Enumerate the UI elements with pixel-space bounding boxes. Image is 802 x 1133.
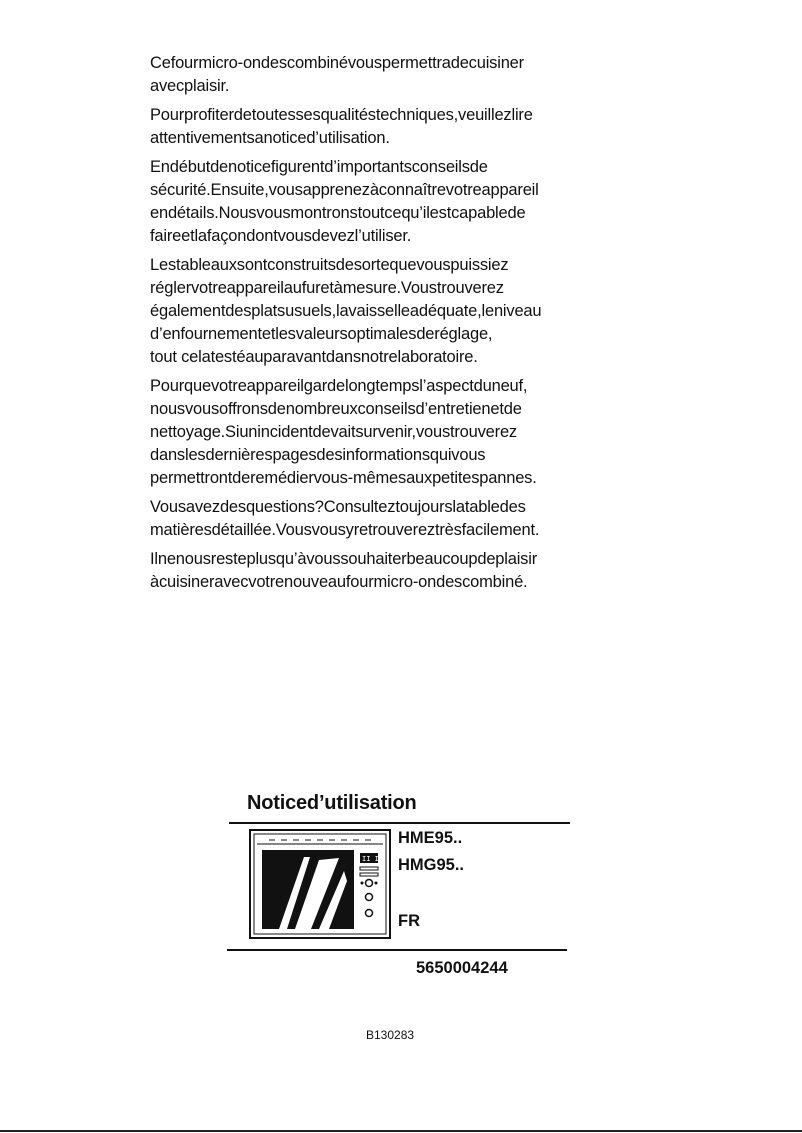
intro-paragraph-3: Endébutdenoticefigurentd’importantsconseilsde sécurité.Ensuite,vousapprenezàconnaîtrevotreappareil endétails.Nousvousmontronstoutcequ’ilestcapablede faireetlafaçondontvousdevezl’utiliser. [150,158,539,245]
intro-paragraph-6: Vousavezdesquestions?Consulteztoujourslatabledes matièresdétaillée.Vousvousyretrouvereztrèsfacilement. [150,498,540,539]
intro-paragraph-1: Cefourmicro-ondescombinévouspermettradecuisiner avecplaisir. [150,54,524,95]
part-number: 5650004244 [416,959,508,977]
intro-text [150,52,620,600]
divider-bottom [227,949,567,951]
language-code: FR [398,912,420,930]
intro-paragraph-5: Pourquevotreappareilgardelongtempsl’aspectduneuf, nousvousoffronsdenombreuxconseilsd’entretienetde nettoyage.Siunincidentdevaitsurvenir,voustrouverez danslesdernièrespagesdesinformationsquivous permettrontderemédiervous-mêmesauxpetitespannes. [150,377,537,487]
svg-text:II II: II II [362,855,384,863]
intro-paragraph-2: Pourprofiterdetoutessesqualitéstechniques,veuillezlire attentivementsanoticed’utilisation. [150,106,533,147]
intro-paragraph-7: Ilnenousresteplusqu’àvoussouhaiterbeaucoupdeplaisir àcuisineravecvotrenouveaufourmicro-ondescombiné. [150,550,537,591]
model-number-1: HME95.. [398,829,463,847]
print-code: B130283 [366,1028,415,1042]
model-number-2: HMG95.. [398,856,465,874]
manual-title: Noticed’utilisation [247,792,417,814]
oven-illustration-icon [249,829,391,939]
page-edge-line [0,1130,802,1132]
intro-paragraph-4: Lestableauxsontconstruitsdesortequevouspuissiez réglervotreappareilaufuretàmesure.Voustrouverez égalementdesplatsusuels,lavaisselleadéquate,leniveau d’enfournementetlesvaleursoptimalesderéglage, tout celatestéauparavantdansnotrelaboratoire. [150,256,542,366]
divider-top [229,822,570,824]
